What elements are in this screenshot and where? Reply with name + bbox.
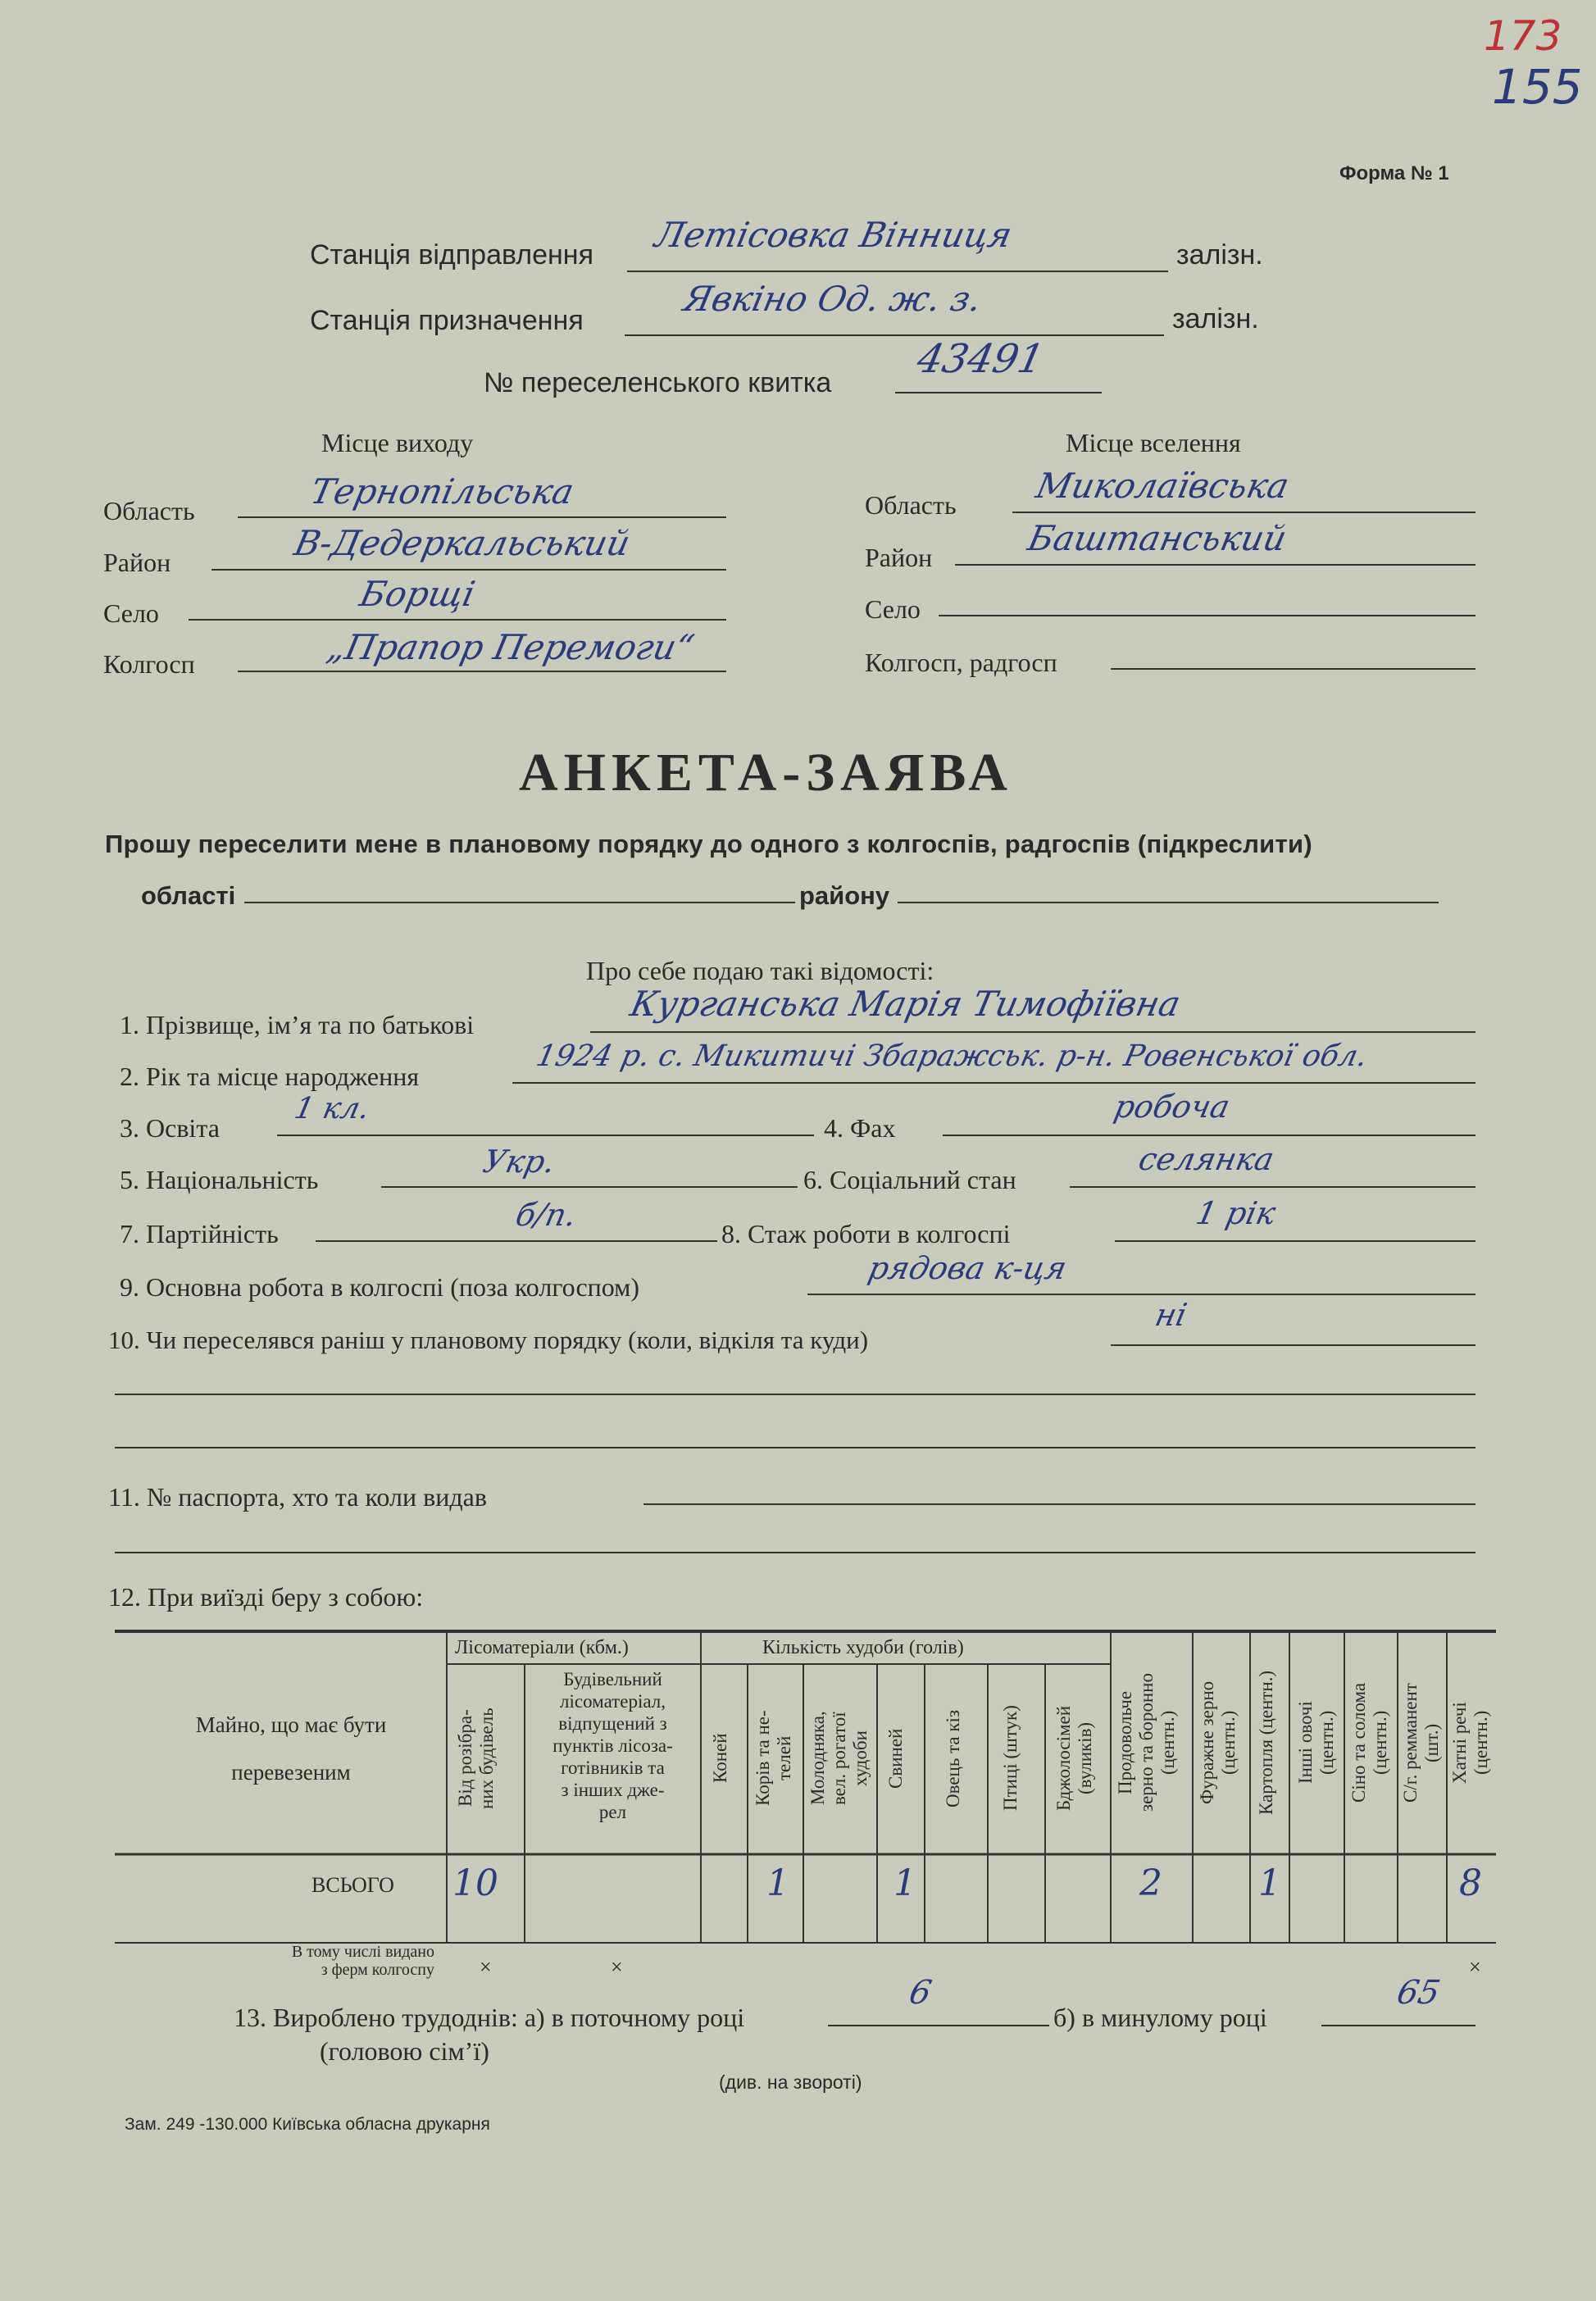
table-row-total-label: ВСЬОГО	[311, 1873, 394, 1897]
total-grain-value: 2	[1139, 1862, 1162, 1904]
field-9-label: 9. Основна робота в колгоспі (поза колгоспом)	[120, 1272, 640, 1302]
workdays-previous-line	[1321, 2025, 1476, 2026]
archive-number: 155	[1492, 59, 1583, 115]
field-6-value: селянка	[1135, 1141, 1278, 1177]
origin-raion-label: Район	[103, 548, 171, 577]
total-demolished-value: 10	[452, 1862, 498, 1904]
total-potatoes-value: 1	[1258, 1862, 1281, 1904]
field-12-label: 12. При виїзді беру з собою:	[108, 1582, 424, 1612]
table-group-livestock: Кількість худоби (голів)	[762, 1637, 964, 1658]
farm-mark-household: ×	[1469, 1955, 1481, 1979]
destination-station-value: Явкіно Од. ж. з.	[680, 279, 985, 319]
see-back-note: (див. на звороті)	[719, 2071, 862, 2093]
field-7-label: 7. Партійність	[120, 1219, 279, 1248]
workdays-label: 13. Вироблено трудоднів: а) в поточному році	[234, 2003, 745, 2032]
form-number: Форма № 1	[1339, 162, 1449, 184]
table-col-grain: Продовольче зерно та боронно (центн.)	[1115, 1673, 1178, 1812]
ticket-value: 43491	[913, 336, 1048, 382]
destination-heading: Місце вселення	[1066, 428, 1241, 457]
field-7-value: б/п.	[512, 1197, 580, 1233]
table-col-property: Майно, що має бути перевезеним	[195, 1712, 387, 1785]
workdays-sub-label: (головою сім’ї)	[320, 2036, 489, 2066]
departure-station-label: Станція відправлення	[310, 239, 593, 271]
origin-selo-value: Борщі	[356, 574, 479, 614]
origin-oblast-label: Область	[103, 496, 195, 525]
farm-mark-lumber: ×	[611, 1955, 623, 1979]
workdays-previous-value: 65	[1394, 1974, 1444, 2012]
info-heading: Про себе подаю такі відомості:	[586, 956, 934, 985]
field-6-label: 6. Соціальний стан	[803, 1165, 1016, 1194]
origin-kolhosp-value: „Прапор Перемоги“	[323, 627, 698, 667]
origin-raion-value: В-Дедеркальський	[290, 523, 634, 563]
field-4-value: робоча	[1111, 1089, 1234, 1125]
origin-oblast-value: Тернопільська	[307, 471, 578, 512]
table-col-lumber: Будівельний лісоматеріал, відпущений з пунктів лісоза- готівників та з інших дже- рел	[552, 1669, 673, 1822]
table-group-wood: Лісоматеріали (кбм.)	[455, 1637, 629, 1658]
table-col-hay: Сіно та солома (центн.)	[1348, 1682, 1390, 1803]
table-col-demolished: Від розібра- них будівель	[455, 1708, 497, 1809]
field-11-label: 11. № паспорта, хто та коли видав	[108, 1482, 487, 1512]
origin-kolhosp-label: Колгосп	[103, 649, 195, 679]
table-col-fodder: Фуражне зерно (центн.)	[1197, 1680, 1239, 1805]
request-text: Прошу переселити мене в плановому порядку до одного з колгоспів, радгоспів (підкреслити)	[105, 830, 1312, 858]
field-1-value: Курганська Марія Тимофіївна	[626, 984, 1184, 1024]
table-col-young-cattle: Молодняка, вел. рогатої худоби	[807, 1711, 871, 1806]
workdays-current-line	[828, 2025, 1049, 2026]
table-col-household: Хатні речі (центн.)	[1449, 1702, 1491, 1784]
table-col-sheep-goats: Овець та кіз	[943, 1709, 963, 1808]
table-col-horses: Коней	[710, 1733, 730, 1784]
field-1-label: 1. Прізвище, ім’я та по батькові	[120, 1010, 475, 1039]
table-col-inventory: С/г. ремманент (шт.)	[1400, 1683, 1442, 1803]
table-col-poultry: Птиці (штук)	[1000, 1705, 1021, 1812]
table-row-farm-label: В тому числі видано з ферм колгоспу	[291, 1943, 434, 1979]
table-col-vegetables: Інші овочі (центн.)	[1295, 1701, 1337, 1785]
destination-selo-label: Село	[865, 594, 921, 624]
destination-oblast-label: Область	[865, 490, 957, 520]
destination-kolhosp-label: Колгосп, радгосп	[865, 648, 1057, 677]
page-title: АНКЕТА-ЗАЯВА	[519, 743, 1013, 803]
field-2-value: 1924 р. с. Микитичі Збаражськ. р-н. Ровенської обл.	[533, 1039, 1371, 1073]
table-col-bees: Бджолосімей (вуликів)	[1053, 1705, 1095, 1812]
field-3-label: 3. Освіта	[120, 1113, 220, 1143]
field-5-label: 5. Національність	[120, 1165, 319, 1194]
workdays-current-value: 6	[906, 1974, 935, 2012]
field-5-value: Укр.	[480, 1144, 559, 1180]
destination-rail-suffix: залізн.	[1172, 303, 1259, 334]
table-col-pigs: Свиней	[885, 1728, 906, 1789]
field-8-label: 8. Стаж роботи в колгоспі	[721, 1219, 1011, 1248]
total-cows-value: 1	[766, 1862, 789, 1904]
table-col-cows: Корів та не- телей	[753, 1710, 794, 1807]
field-4-label: 4. Фах	[824, 1113, 896, 1143]
field-10-value: ні	[1152, 1297, 1190, 1333]
field-8-value: 1 рік	[1193, 1195, 1280, 1231]
origin-selo-label: Село	[103, 598, 159, 628]
origin-heading: Місце виходу	[321, 428, 474, 457]
request-raion-label: району	[799, 881, 890, 910]
field-2-label: 2. Рік та місце народження	[120, 1062, 420, 1091]
total-pigs-value: 1	[893, 1862, 916, 1904]
field-3-value: 1 кл.	[291, 1092, 373, 1125]
farm-mark-demolished: ×	[480, 1955, 492, 1979]
departure-rail-suffix: залізн.	[1176, 239, 1263, 271]
table-col-potatoes: Картопля (центн.)	[1256, 1670, 1276, 1816]
destination-oblast-value: Миколаївська	[1032, 466, 1293, 506]
destination-raion-value: Баштанський	[1024, 518, 1291, 558]
destination-raion-label: Район	[865, 543, 933, 572]
total-household-value: 8	[1459, 1862, 1482, 1904]
field-9-value: рядова к-ця	[865, 1250, 1071, 1286]
workdays-previous-label: б) в минулому році	[1053, 2003, 1267, 2032]
field-10-label: 10. Чи переселявся раніш у плановому порядку (коли, відкіля та куди)	[108, 1326, 869, 1354]
departure-station-value: Летісовка Вінниця	[651, 215, 1016, 255]
request-oblast-label: області	[141, 881, 236, 910]
archive-number-red: 173	[1484, 12, 1562, 60]
ticket-label: № переселенського квитка	[484, 367, 832, 398]
printer-note: Зам. 249 -130.000 Київська обласна друкарня	[125, 2115, 490, 2134]
destination-station-label: Станція призначення	[310, 305, 584, 336]
